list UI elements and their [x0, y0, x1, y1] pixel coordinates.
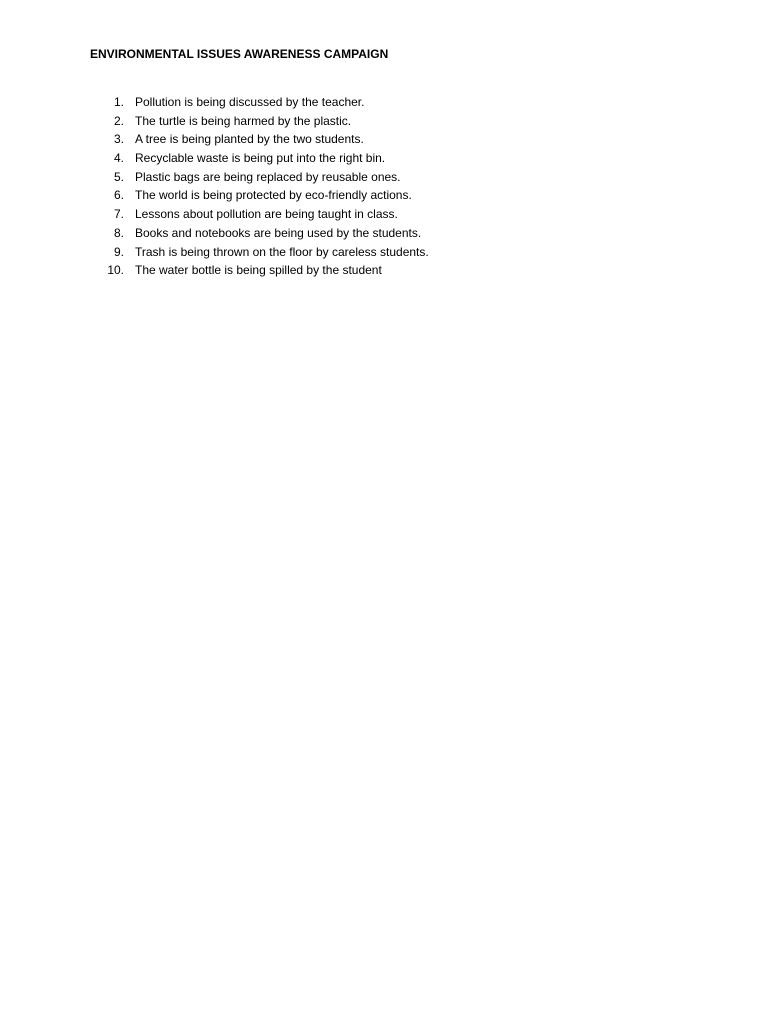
- item-text: Pollution is being discussed by the teacher.: [135, 95, 365, 109]
- item-number: 6.: [113, 188, 124, 203]
- item-text: Plastic bags are being replaced by reusable ones.: [135, 169, 401, 184]
- sentence-list: [100, 93, 429, 280]
- list-item: [100, 168, 401, 187]
- item-text: Lessons about pollution are being taught in class.: [135, 207, 398, 222]
- item-text: A tree is being planted by the two students.: [135, 132, 364, 147]
- item-number: 4.: [113, 151, 124, 166]
- list-item: [100, 93, 365, 112]
- item-number: 7.: [113, 207, 124, 222]
- item-text: The turtle is being harmed by the plastic.: [135, 113, 352, 128]
- item-text: Trash is being thrown on the floor by careless students.: [135, 244, 429, 259]
- item-number: 9.: [113, 244, 124, 259]
- item-text: The world is being protected by eco-friendly actions.: [135, 188, 412, 203]
- item-number: 8.: [113, 225, 124, 240]
- document-title: ENVIRONMENTAL ISSUES AWARENESS CAMPAIGN: [90, 47, 389, 61]
- list-item: [100, 224, 422, 243]
- list-item: [100, 243, 429, 262]
- item-number: 2.: [113, 113, 124, 128]
- item-number: 5.: [113, 169, 124, 184]
- item-number: 3.: [113, 132, 124, 147]
- item-text: Recyclable waste is being put into the right bin.: [135, 151, 386, 166]
- list-item: [100, 130, 364, 149]
- list-item: [100, 261, 382, 280]
- item-text: The water bottle is being spilled by the student: [135, 263, 382, 278]
- list-item: [100, 186, 412, 205]
- list-item: [100, 149, 386, 168]
- item-number: 1.: [113, 95, 124, 109]
- item-number: 10.: [107, 263, 124, 278]
- list-item: [100, 205, 398, 224]
- list-item: [100, 112, 352, 131]
- item-text: Books and notebooks are being used by the students.: [135, 225, 422, 240]
